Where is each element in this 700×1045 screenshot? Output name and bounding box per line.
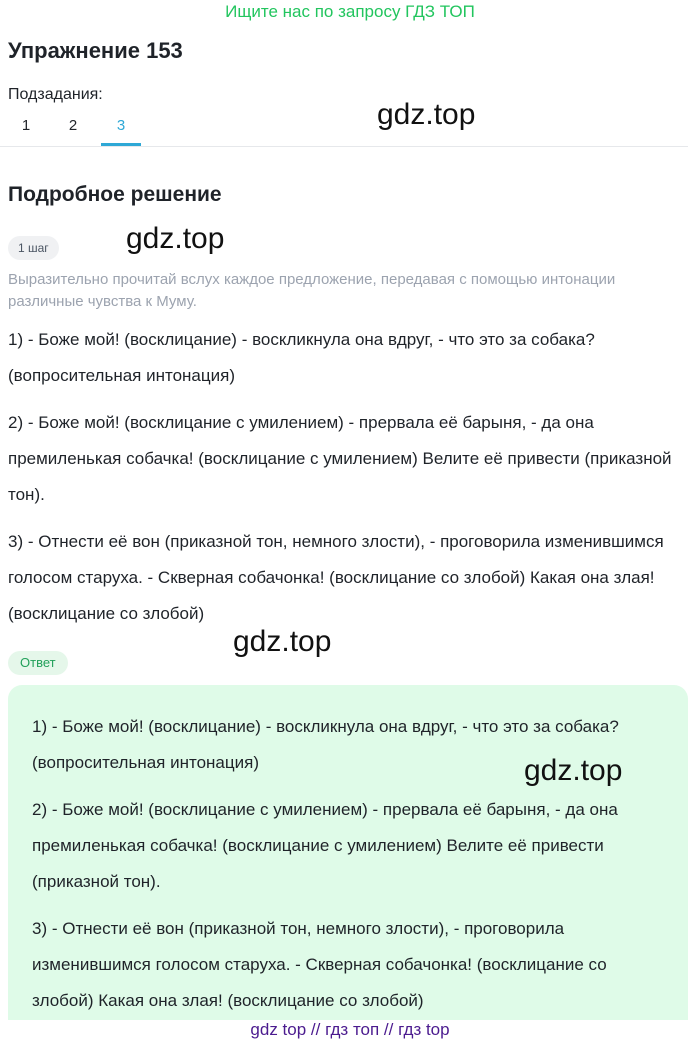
subtask-tab-3[interactable]: 3	[101, 108, 141, 146]
subtask-tab-2[interactable]: 2	[68, 117, 78, 134]
footer-links: gdz top // гдз топ // гдз top	[250, 1020, 450, 1039]
watermark: gdz.top	[233, 625, 332, 658]
task-instruction: Выразительно прочитай вслух каждое предложение, передавая с помощью интонации различные чувства к Муму.	[8, 271, 616, 310]
watermark: gdz.top	[524, 754, 623, 787]
answer-badge: Ответ	[8, 651, 68, 675]
solution-paragraph: 1) - Боже мой! (восклицание) - воскликнула она вдруг, - что это за собака? (вопросительная интонация)	[8, 330, 595, 385]
answer-paragraph: 1) - Боже мой! (восклицание) - воскликнула она вдруг, - что это за собака? (вопросительная интонация)	[32, 717, 619, 772]
page-title: Упражнение 153	[8, 38, 183, 63]
solution-paragraph: 2) - Боже мой! (восклицание с умилением) - прервала её барыня, - да она премиленькая собачка! (восклицание с умилением) Велите её привести (приказной тон).	[8, 413, 672, 504]
watermark: gdz.top	[377, 98, 476, 131]
answer-paragraph: 2) - Боже мой! (восклицание с умилением) - прервала её барыня, - да она премиленькая собачка! (восклицание с умилением) Велите её привести (приказной тон).	[32, 800, 618, 891]
solution-body	[8, 322, 690, 643]
solution-title: Подробное решение	[8, 183, 222, 206]
watermark: gdz.top	[126, 222, 225, 255]
subtask-tab-1[interactable]: 1	[21, 117, 31, 134]
answer-paragraph: 3) - Отнести её вон (приказной тон, немного злости), - проговорила изменившимся голосом старуха. - Скверная собачонка! (восклицание со злобой) Какая она злая! (восклицание со злобой)	[32, 919, 607, 1010]
step-badge: 1 шаг	[8, 236, 59, 260]
search-promo-banner: Ищите нас по запросу ГДЗ ТОП	[225, 2, 475, 21]
solution-paragraph: 3) - Отнести её вон (приказной тон, немного злости), - проговорила изменившимся голосом старуха. - Скверная собачонка! (восклицание со злобой) Какая она злая! (восклицание со злобой)	[8, 532, 664, 623]
subtasks-label: Подзадания:	[8, 86, 103, 103]
subtask-tabs	[0, 108, 688, 147]
answer-box	[8, 685, 688, 1020]
